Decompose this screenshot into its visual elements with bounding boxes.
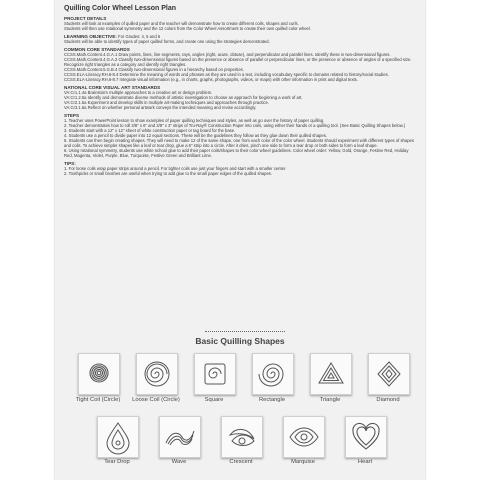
marquise-icon	[284, 417, 324, 457]
tight-coil-icon	[79, 354, 119, 394]
step-item: 6. Using rotational symmetry, students use white school glue to add their paper coils/shapes to their color wheel guidelines. Color wheel order: Yellow, Gold, Orange, Festive Red, Holiday Red, Magenta, Violet, Purple, Blue, Turquoise, Festive Green and Brilliant Lime.	[64, 148, 409, 158]
wave-tile	[159, 416, 201, 458]
triangle-icon	[311, 354, 351, 394]
learning-objective-section	[64, 34, 417, 44]
tight-coil-tile	[78, 353, 120, 395]
diamond-icon	[369, 354, 409, 394]
steps-section	[64, 113, 417, 158]
square-caption: Square	[204, 397, 224, 403]
diamond-caption: Diamond	[376, 397, 400, 403]
objective-line: Students will be able to identify types of paper quilled forms, and create one using the strategies demonstrated.	[64, 39, 270, 44]
tips-heading: TIPS:	[64, 161, 76, 166]
art-standard-line: VA:Cr2.1.5a Experiment and develop skills in multiple art-making techniques and approaches through practice.	[64, 100, 269, 105]
triangle-caption: Triangle	[319, 397, 341, 403]
marquise-caption: Marquise	[291, 459, 315, 465]
art-standard-line: VA:Cr1.1.4a Brainstorm multiple approaches to a creative art or design problem.	[64, 90, 213, 95]
grades-text: For Grades: 4, 5 and 6	[118, 34, 161, 39]
triangle-tile	[310, 353, 352, 395]
page-title: Quilling Color Wheel Lesson Plan	[64, 5, 177, 12]
shapes-heading: Basic Quilling Shapes	[195, 336, 285, 346]
wave-icon	[160, 417, 200, 457]
project-details-section	[64, 16, 417, 31]
dotted-divider	[205, 331, 285, 332]
square-tile	[194, 353, 236, 395]
tight-coil-caption: Tight Coil (Circle)	[75, 397, 121, 403]
tear-drop-tile	[97, 416, 139, 458]
standard-line: CCSS.ELA-Literacy.RH.6-8.4 Determine the meaning of words and phrases as they are used in a text, including vocabulary specific to domains related to history/social studies.	[64, 72, 389, 77]
art-standard-line: VA:Cr1.2.5a Identify and demonstrate diverse methods of artistic investigation to choose an approach for beginning a work of art.	[64, 95, 303, 100]
standard-line: CCSS.Math.Content.5.G.B.4 Classify two-dimensional figures in a hierarchy based on properties.	[64, 67, 244, 72]
marquise-tile	[283, 416, 325, 458]
tip-item: 2. Toothpicks or small brushes are useful when trying to add glue to the small paper edges of the quilled shapes.	[64, 171, 273, 176]
standard-line: CCSS.ELA-Literacy.RH.6-8.7 Integrate visual information (e.g., in charts, graphs, photographs, videos, or maps) with other information in print and digital texts.	[64, 77, 358, 82]
visual-art-section	[64, 85, 417, 110]
tear-drop-icon	[98, 417, 138, 457]
project-line: Students will look at examples of quilled paper and the teacher will demonstrate how to create different coils, shapes and curls.	[64, 21, 299, 26]
crescent-icon	[222, 417, 262, 457]
loose-coil-caption: Loose Coil (Circle)	[132, 397, 180, 403]
heart-tile	[345, 416, 387, 458]
common-core-section	[64, 47, 417, 82]
rectangle-tile	[252, 353, 294, 395]
standard-line: CCSS.Math.Content.4.G.A.2 Classify two-dimensional figures based on the presence or absence of parallel or perpendicular lines, or the presence or absence of angles of a specified size. Recognize right triangles as a category and identify right triangles.	[64, 57, 412, 67]
heart-caption: Heart	[357, 459, 373, 465]
wave-caption: Wave	[171, 459, 187, 465]
crescent-caption: Crescent	[229, 459, 253, 465]
lesson-plan-page	[55, 0, 425, 480]
heart-icon	[346, 417, 386, 457]
visual-art-heading: NATIONAL CORE VISUAL ART STANDARDS	[64, 85, 161, 90]
project-details-heading: PROJECT DETAILS	[64, 16, 107, 21]
square-icon	[195, 354, 235, 394]
step-item: 1. Teacher uses PowerPoint lesson to show examples of paper quilling techniques and styles, as well as go over the history of paper quilling.	[64, 118, 325, 123]
art-standard-line: VA:Cr3.1.6a Reflect on whether personal artwork conveys the intended meaning and revise accordingly.	[64, 105, 257, 110]
diamond-tile	[368, 353, 410, 395]
step-item: 3. Students start with a 12" x 12" sheet of white construction paper or tag board for the base.	[64, 128, 236, 133]
common-core-heading: COMMON CORE STANDARDS	[64, 47, 130, 52]
project-line: Students will then use rotational symmetry and the 12 colors from the Color Wheel Assortment to create their own quilled color wheel.	[64, 26, 311, 31]
tear-drop-caption: Tear Drop	[104, 459, 130, 465]
standard-line: CCSS.Math.Content.4.G.A.1 Draw points, lines, line segments, rays, angles (right, acute, obtuse), and perpendicular and parallel lines. Identify these in two-dimensional figures.	[64, 52, 391, 57]
tip-item: 1. For loose coils wrap paper strips around a pencil. For tighter coils use just your fingers and start with a smaller center.	[64, 166, 287, 171]
step-item: 5. Students can then begin creating shapes. They will need to make 12 of the same shape, one from each color of the color wheel. Students should experiment with different types of shapes and coils. To achieve simpler shapes like a leaf or tear drop, glue a 6" strip into a circle. After it dries, pinch one side to form a tear drop or both sides to form a leaf shape.	[64, 138, 414, 148]
step-item: 2. Teacher demonstrates how to roll 3/8" x 6" and 3/8" x 3" strips of Tru-Ray® Construction Paper into coils, using either their hands or a quilling tool. (See Basic Quilling Shapes below.)	[64, 123, 406, 128]
crescent-tile	[221, 416, 263, 458]
steps-heading: STEPS	[64, 113, 80, 118]
rectangle-caption: Rectangle	[258, 397, 286, 403]
tips-section	[64, 161, 417, 176]
loose-coil-icon	[137, 354, 177, 394]
learning-objective-label: LEARNING OBJECTIVE:	[64, 34, 117, 39]
rectangle-icon	[253, 354, 293, 394]
step-item: 4. Students use a pencil to divide paper into 12 equal sections. These will be the guidelines they follow as they glue down their quilled shapes.	[64, 133, 327, 138]
loose-coil-tile	[136, 353, 178, 395]
